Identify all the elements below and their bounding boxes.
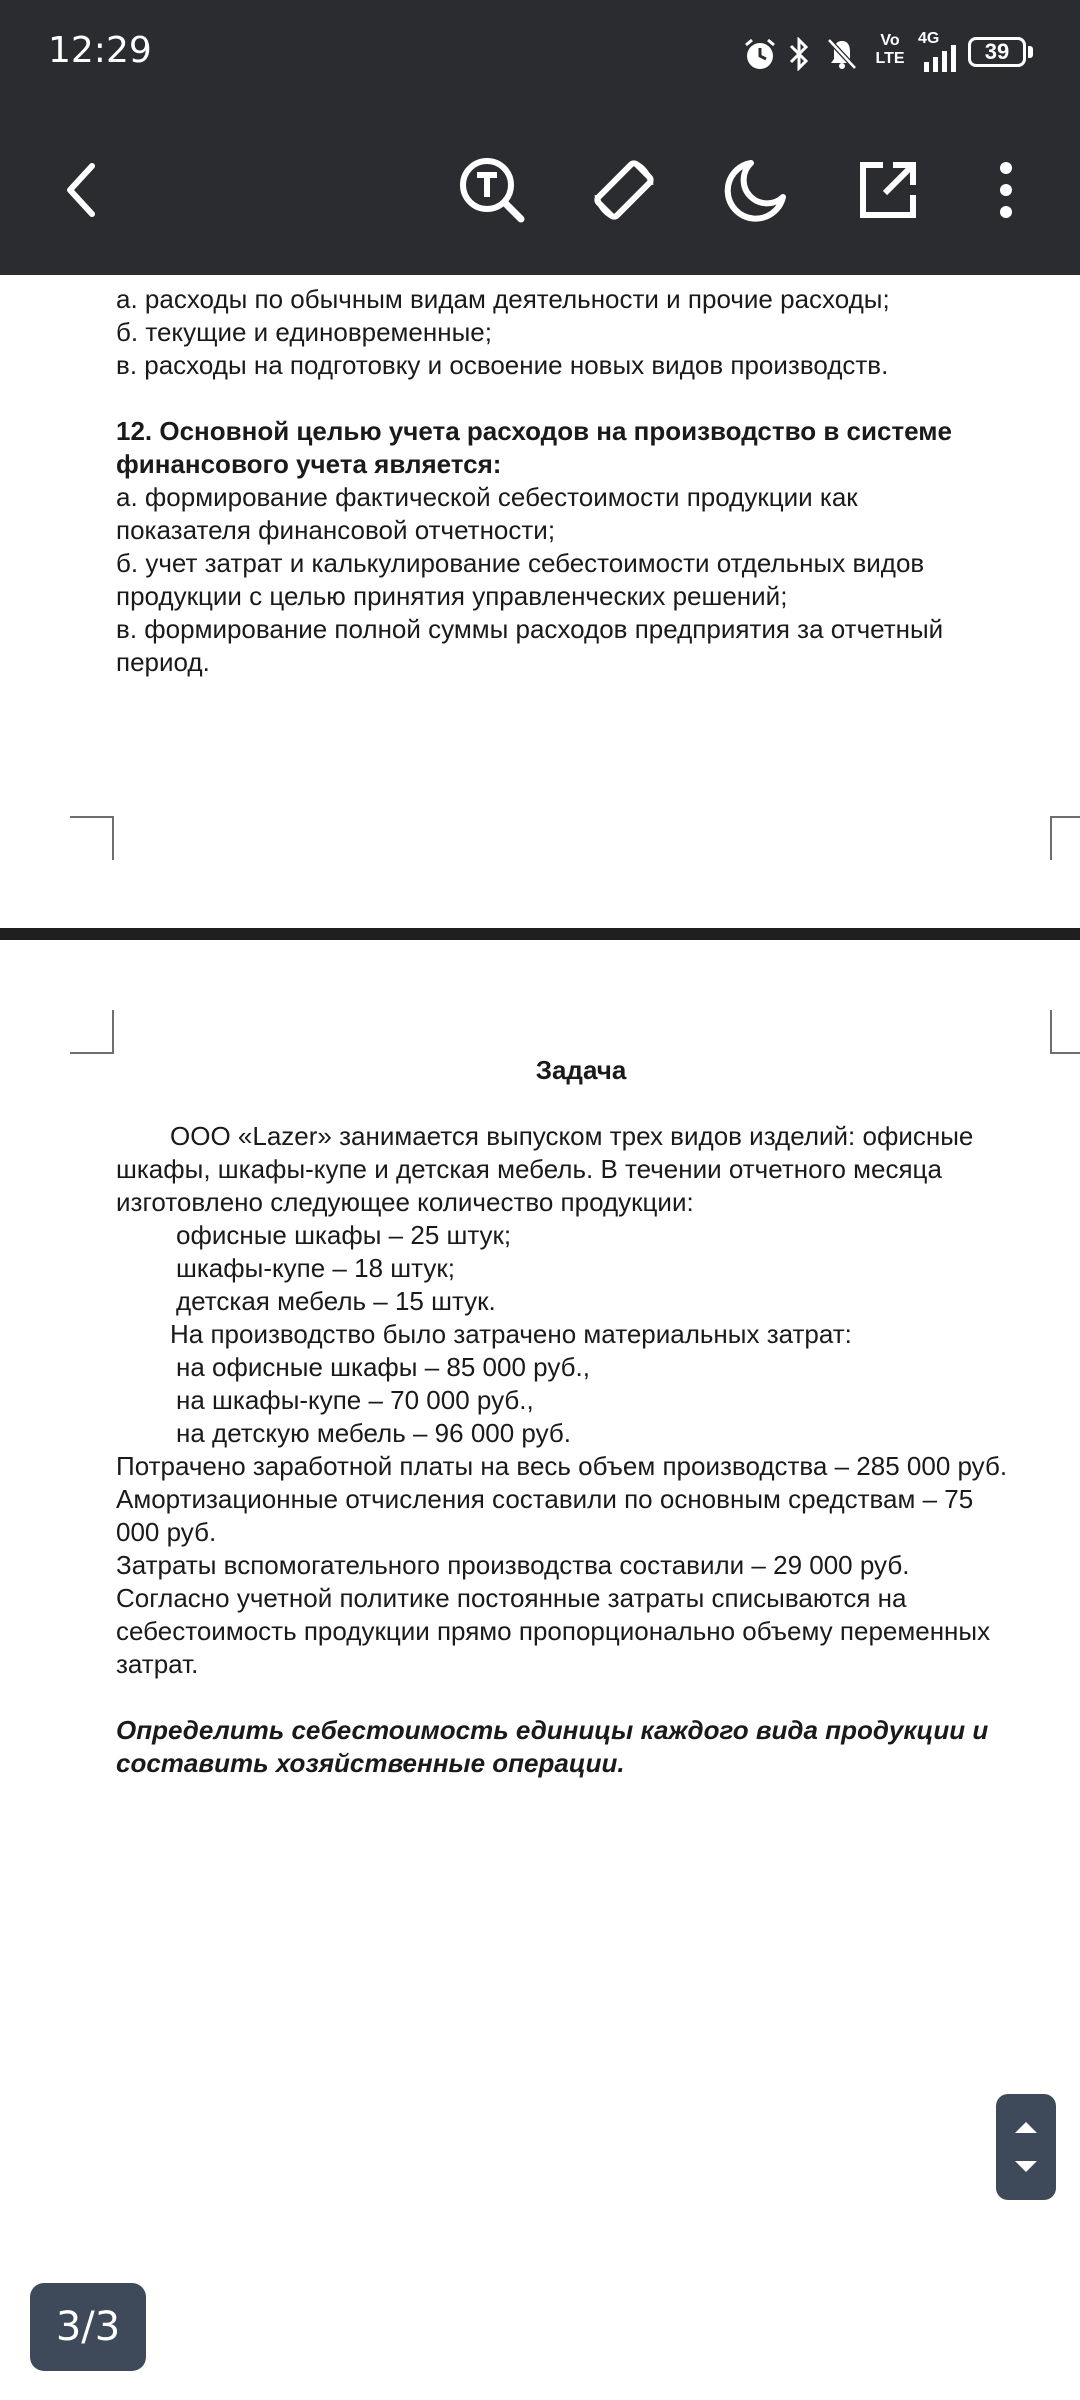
night-mode-button[interactable]: [716, 150, 796, 230]
page-corner-mark: [70, 1010, 114, 1054]
text-line: а. формирование фактической себестоимости продукции как: [116, 482, 858, 512]
text-search-button[interactable]: [452, 150, 532, 230]
open-external-icon: [857, 159, 919, 221]
bluetooth-icon: [784, 34, 814, 74]
page-corner-mark: [1050, 816, 1080, 860]
text-line: себестоимость продукции прямо пропорционально объему переменных: [116, 1616, 991, 1646]
alarm-icon: [740, 34, 780, 74]
text-line: б. учет затрат и калькулирование себестоимости отдельных видов: [116, 548, 925, 578]
task-instruction: Определить себестоимость единицы каждого вида продукции и: [116, 1715, 989, 1745]
page-2-content: [116, 283, 1046, 679]
volte-indicator: [872, 32, 908, 68]
text-line: Затраты вспомогательного производства составили – 29 000 руб.: [116, 1550, 910, 1580]
signal-icon: [922, 44, 962, 72]
text-line: Амортизационные отчисления составили по основным средствам – 75: [116, 1484, 974, 1514]
status-time: 12:29: [48, 30, 152, 71]
text-line: 000 руб.: [116, 1517, 217, 1547]
text-line: в. расходы на подготовку и освоение новых видов производств.: [116, 350, 889, 380]
page-corner-mark: [1050, 1010, 1080, 1054]
text-line: а. расходы по обычным видам деятельности и прочие расходы;: [116, 284, 890, 314]
more-options-button[interactable]: [966, 150, 1046, 230]
page-corner-mark: [70, 816, 114, 860]
text-search-icon: [457, 155, 527, 225]
list-item: офисные шкафы – 25 штук;: [176, 1220, 512, 1250]
list-item: на детскую мебель – 96 000 руб.: [176, 1418, 572, 1448]
question-12-title-cont: финансового учета является:: [116, 449, 502, 479]
task-heading: Задача: [535, 1055, 627, 1085]
mute-icon: [824, 34, 860, 74]
text-line: изготовлено следующее количество продукции:: [116, 1187, 694, 1217]
question-12-title: 12. Основной целью учета расходов на производство в системе: [116, 416, 952, 446]
back-button[interactable]: [40, 150, 120, 230]
top-bar: [0, 0, 1080, 275]
more-options-icon: [996, 160, 1016, 220]
list-item: на шкафы-купе – 70 000 руб.,: [176, 1385, 534, 1415]
text-line: в. формирование полной суммы расходов предприятия за отчетный: [116, 614, 944, 644]
night-mode-icon: [723, 157, 789, 223]
text-line: б. текущие и единовременные;: [116, 317, 492, 347]
scroll-widget[interactable]: [996, 2094, 1056, 2200]
text-line: Потрачено заработной платы на весь объем производства – 285 000 руб.: [116, 1451, 1008, 1481]
text-line: шкафы, шкафы-купе и детская мебель. В течении отчетного месяца: [116, 1154, 942, 1184]
task-instruction-cont: составить хозяйственные операции.: [116, 1748, 625, 1778]
open-external-button[interactable]: [848, 150, 928, 230]
text-line: ООО «Lazer» занимается выпуском трех видов изделий: офисные: [170, 1121, 974, 1151]
text-line: затрат.: [116, 1649, 199, 1679]
text-line: показателя финансовой отчетности;: [116, 515, 556, 545]
text-line: Согласно учетной политике постоянные затраты списываются на: [116, 1583, 907, 1613]
volte-text-2: LTE: [875, 50, 905, 67]
volte-text-1: Vo: [880, 32, 900, 49]
battery-tip: [1028, 46, 1033, 58]
page-3-content: [116, 1054, 1046, 1780]
scroll-down-icon[interactable]: [1013, 2159, 1039, 2175]
list-item: на офисные шкафы – 85 000 руб.,: [176, 1352, 590, 1382]
back-icon: [60, 160, 100, 220]
page-counter[interactable]: 3/3: [30, 2283, 146, 2371]
text-line: На производство было затрачено материальных затрат:: [170, 1319, 852, 1349]
list-item: детская мебель – 15 штук.: [176, 1286, 496, 1316]
text-line: период.: [116, 647, 210, 677]
text-line: продукции с целью принятия управленческих решений;: [116, 581, 788, 611]
list-item: шкафы-купе – 18 штук;: [176, 1253, 455, 1283]
rotate-screen-button[interactable]: [584, 150, 664, 230]
network-type: 4G: [918, 30, 940, 47]
battery-indicator: 39: [968, 37, 1026, 67]
rotate-screen-icon: [589, 155, 659, 225]
page-separator: [0, 928, 1080, 940]
scroll-up-icon[interactable]: [1013, 2119, 1039, 2135]
